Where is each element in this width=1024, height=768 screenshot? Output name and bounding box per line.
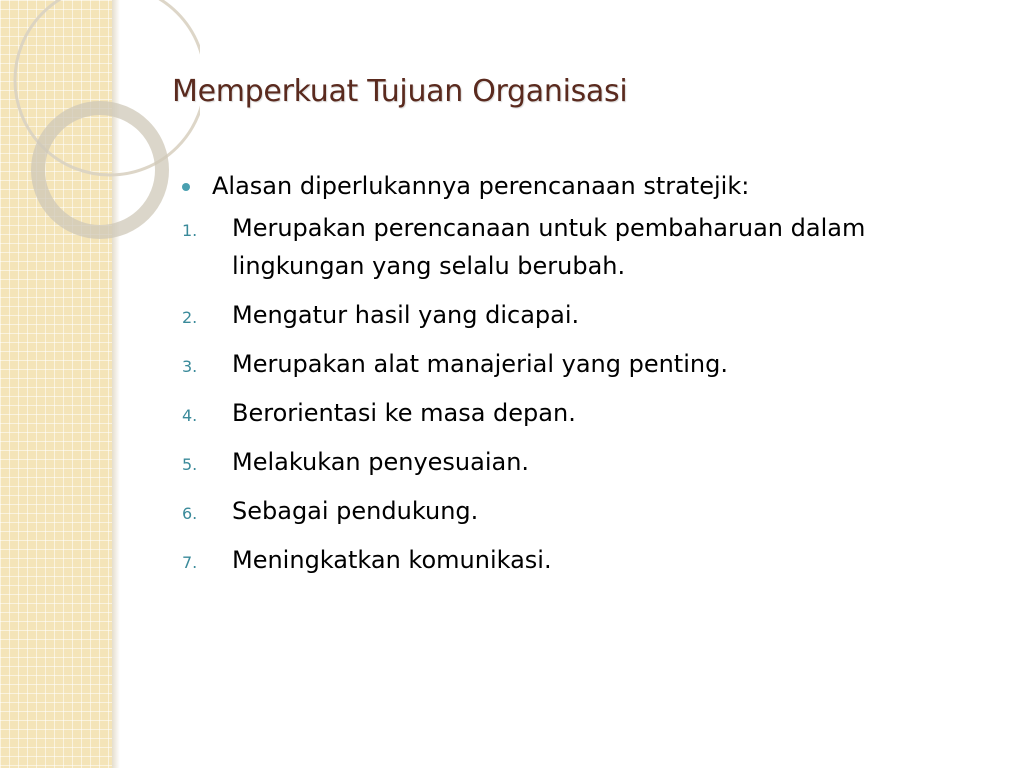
item-number: 6.: [182, 504, 198, 523]
item-text: Meningkatkan komunikasi.: [232, 546, 552, 574]
list-item: [182, 397, 972, 432]
list-item: [182, 299, 972, 334]
bullet-dot-icon: [182, 183, 190, 191]
list-item: [182, 544, 972, 579]
item-number: 1.: [182, 221, 198, 240]
item-text: Merupakan perencanaan untuk pembaharuan dalam lingkungan yang selalu berubah.: [232, 214, 866, 280]
intro-bullet: [182, 170, 972, 202]
item-number: 5.: [182, 455, 198, 474]
item-text: Mengatur hasil yang dicapai.: [232, 301, 580, 329]
list-item: [182, 446, 972, 481]
item-text: Melakukan penyesuaian.: [232, 448, 530, 476]
list-item: [182, 495, 972, 530]
item-number: 3.: [182, 357, 198, 376]
slide-title: Memperkuat Tujuan Organisasi: [172, 74, 628, 109]
item-text: Sebagai pendukung.: [232, 497, 479, 525]
list-item: [182, 348, 972, 383]
intro-text: Alasan diperlukannya perencanaan stratejik:: [212, 172, 750, 200]
item-number: 2.: [182, 308, 198, 327]
decorative-circles: [0, 0, 200, 260]
item-number: 4.: [182, 406, 198, 425]
reasons-list: [182, 212, 972, 579]
item-text: Berorientasi ke masa depan.: [232, 399, 576, 427]
item-number: 7.: [182, 553, 198, 572]
slide-content: [182, 170, 972, 593]
item-text: Merupakan alat manajerial yang penting.: [232, 350, 728, 378]
list-item: [182, 212, 972, 285]
